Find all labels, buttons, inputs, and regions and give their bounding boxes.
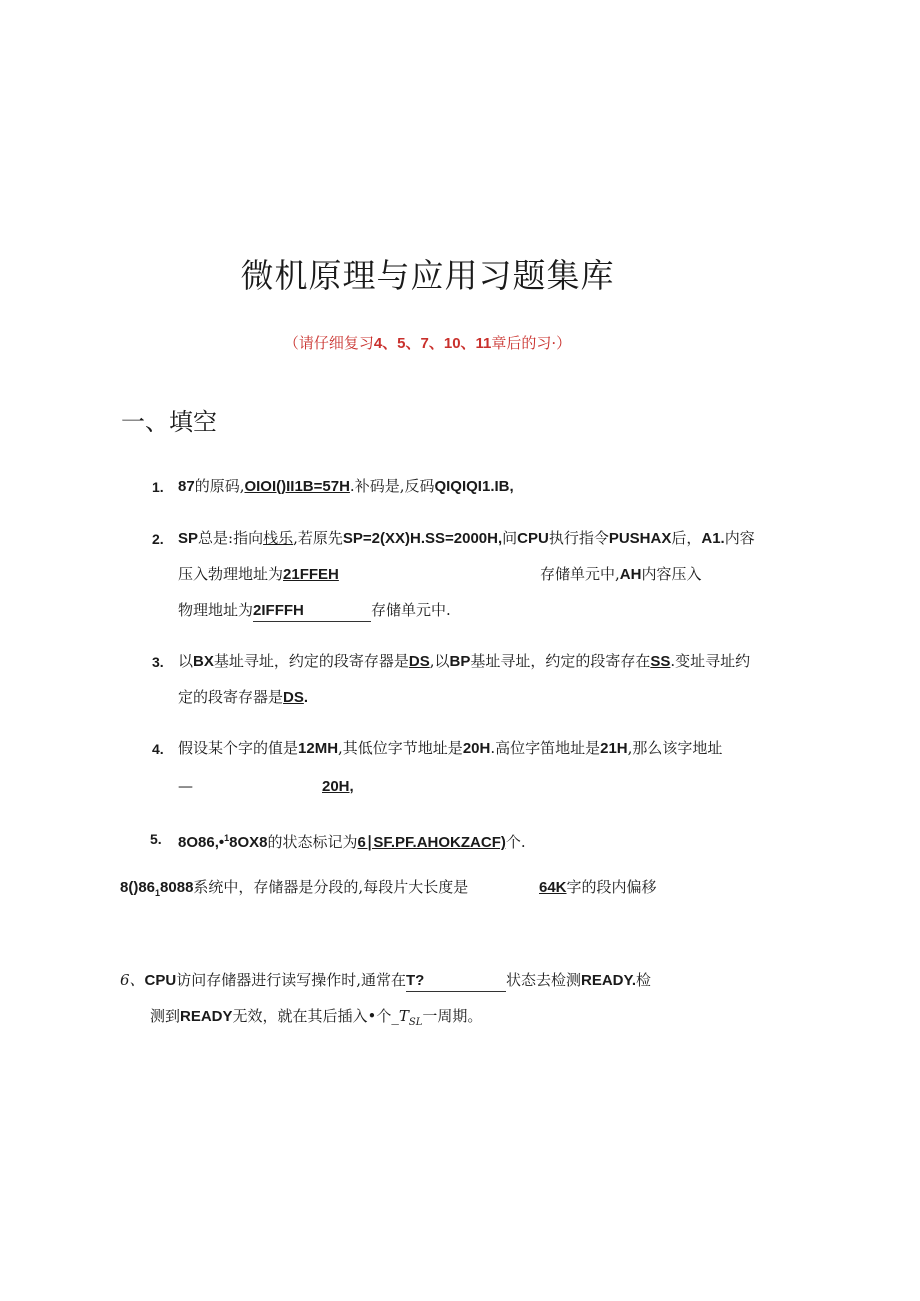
q4-text: 假设某个字的值是 [178, 739, 299, 757]
q2-text: 存储单元中. [371, 601, 451, 619]
q4-text: 21H [600, 740, 628, 757]
q1-answer-original: OIOI()II1B=57H [244, 478, 350, 495]
q3-text: 定的段寄存器是 [178, 688, 284, 706]
question-number: 1. [152, 479, 164, 495]
question-number: 2. [152, 531, 164, 547]
q4-text: ,那么该字地址 [627, 739, 723, 757]
question-6 [120, 970, 651, 992]
q5b-text: 8088 [160, 879, 194, 896]
q5b-text: 系统中，存储器是分段的,每段片大长度是 [193, 878, 469, 896]
question-4-line-1 [178, 738, 722, 759]
q2-answer-al-address: 21FFEH [283, 566, 339, 583]
q6-text: 无效，就在其后插入•个 [232, 1007, 392, 1025]
q5b-answer-segment-size: 64K [539, 879, 567, 896]
q3-answer-bp-segment: SS [650, 653, 671, 670]
q5b-text: 字的段内偏移 [566, 878, 657, 896]
q2-text: CPU [517, 530, 549, 547]
q2-text: 执行指令 [548, 529, 609, 547]
q3-text: BX [193, 653, 214, 670]
question-number: 5. [150, 831, 162, 847]
q2-text: AH [619, 566, 642, 583]
q2-text: 问 [502, 529, 518, 547]
q2-text: 存储单元中, [540, 565, 620, 583]
q2-text: 压入勃理地址为 [178, 565, 284, 583]
q5-text: 8O86,• [178, 834, 225, 851]
q3-text: . [303, 689, 309, 706]
q2-text: ,若原先 [293, 529, 343, 547]
q3-text: 基址寻址，约定的段寄存器是 [213, 652, 409, 670]
q1-text: , [509, 478, 514, 495]
q3-text: BP [449, 653, 471, 670]
question-2-line-2 [178, 564, 339, 585]
q6-text: 状态去检测 [506, 971, 582, 989]
q4-text: 20H [462, 740, 491, 757]
q6-text: READY. [581, 972, 637, 989]
q1-value: 87 [178, 478, 195, 495]
q3-text: .变址寻址约 [670, 652, 751, 670]
q3-text: ,以 [429, 652, 450, 670]
q3-answer-index-segment: DS [283, 689, 304, 706]
question-6-line-2 [150, 1006, 482, 1033]
q1-answer-ones: QIQIQI1.IB [434, 478, 510, 495]
q6-text: 检 [636, 971, 652, 989]
q5-text: 8OX8 [229, 834, 268, 851]
q3-text: 以 [178, 652, 194, 670]
question-4-line-2 [178, 776, 193, 796]
page-title: 微机原理与应用习题集库 [240, 256, 615, 295]
q6-text: 一周期。 [422, 1007, 483, 1025]
q5-text: 1 [224, 833, 230, 843]
q6-text: 访问存储器进行读写操作时,通常在 [176, 971, 406, 989]
q6-text: READY [180, 1008, 233, 1025]
q4-text: .高位字笛地址是 [490, 739, 601, 757]
q6-answer-state: T? [406, 971, 506, 992]
q2-text: PUSHAX [608, 530, 672, 547]
review-note-chapters: 4、5、7、10、11 [373, 335, 492, 352]
question-2-line-1 [178, 528, 755, 549]
q6-text: 测到 [150, 1007, 181, 1025]
question-3-line-2 [178, 687, 308, 708]
q5b-text: 1 [155, 888, 161, 898]
question-number: 3. [152, 654, 164, 670]
q6-text: CPU [144, 972, 177, 989]
q2-text: A1. [701, 530, 725, 547]
q4-text: ,其低位字节地址是 [338, 739, 463, 757]
question-2-line-3 [178, 600, 451, 622]
q1-text: .补码是,反码 [349, 477, 435, 495]
question-2-line-2b [540, 564, 701, 585]
question-5b-answer [539, 877, 657, 898]
question-5b [120, 877, 468, 903]
q3-answer-bx-segment: DS [408, 653, 430, 670]
q2-text: SP [178, 530, 199, 547]
q2-text: 后， [671, 529, 702, 547]
q2-text: 总是:指向 [198, 529, 264, 547]
section-heading: 一、填空 [121, 408, 217, 436]
question-1-text [178, 476, 514, 497]
review-note-prefix: （请仔细复习 [283, 334, 374, 352]
q4-dash: — [178, 777, 193, 795]
q6-answer-tw: _T [391, 1007, 409, 1025]
q1-text: 的原码, [194, 477, 245, 495]
q5-text: 的状态标记为 [267, 833, 358, 851]
q5-text: 个. [505, 833, 526, 851]
question-number: 6、 [120, 971, 145, 989]
question-4-answer [322, 776, 354, 797]
q4-text: , [349, 778, 354, 795]
q2-text: 物理地址为 [178, 601, 254, 619]
question-5-text [178, 828, 526, 853]
q2-text: 内容 [724, 529, 755, 547]
q4-answer-word-address: 20H [322, 778, 350, 795]
q6-answer-tw-sub: SL [408, 1017, 423, 1028]
q4-text: 12MH [298, 740, 339, 757]
review-note [0, 332, 855, 353]
q5-answer-flags: 6∣SF.PF.AHOKZACF) [357, 834, 506, 851]
q2-answer-stack: 栈乐 [263, 529, 294, 547]
q2-text: SP=2(XX)H.SS=2000H, [342, 530, 503, 547]
q2-text: 内容压入 [641, 565, 702, 583]
question-number: 4. [152, 741, 164, 757]
q2-answer-ah-address: 2IFFFH [253, 601, 371, 622]
q5b-text: 8()86 [120, 879, 156, 896]
q3-text: 基址寻址，约定的段寄存在 [470, 652, 651, 670]
question-3-line-1 [178, 651, 750, 672]
review-note-suffix: 章后的习·） [491, 334, 572, 352]
